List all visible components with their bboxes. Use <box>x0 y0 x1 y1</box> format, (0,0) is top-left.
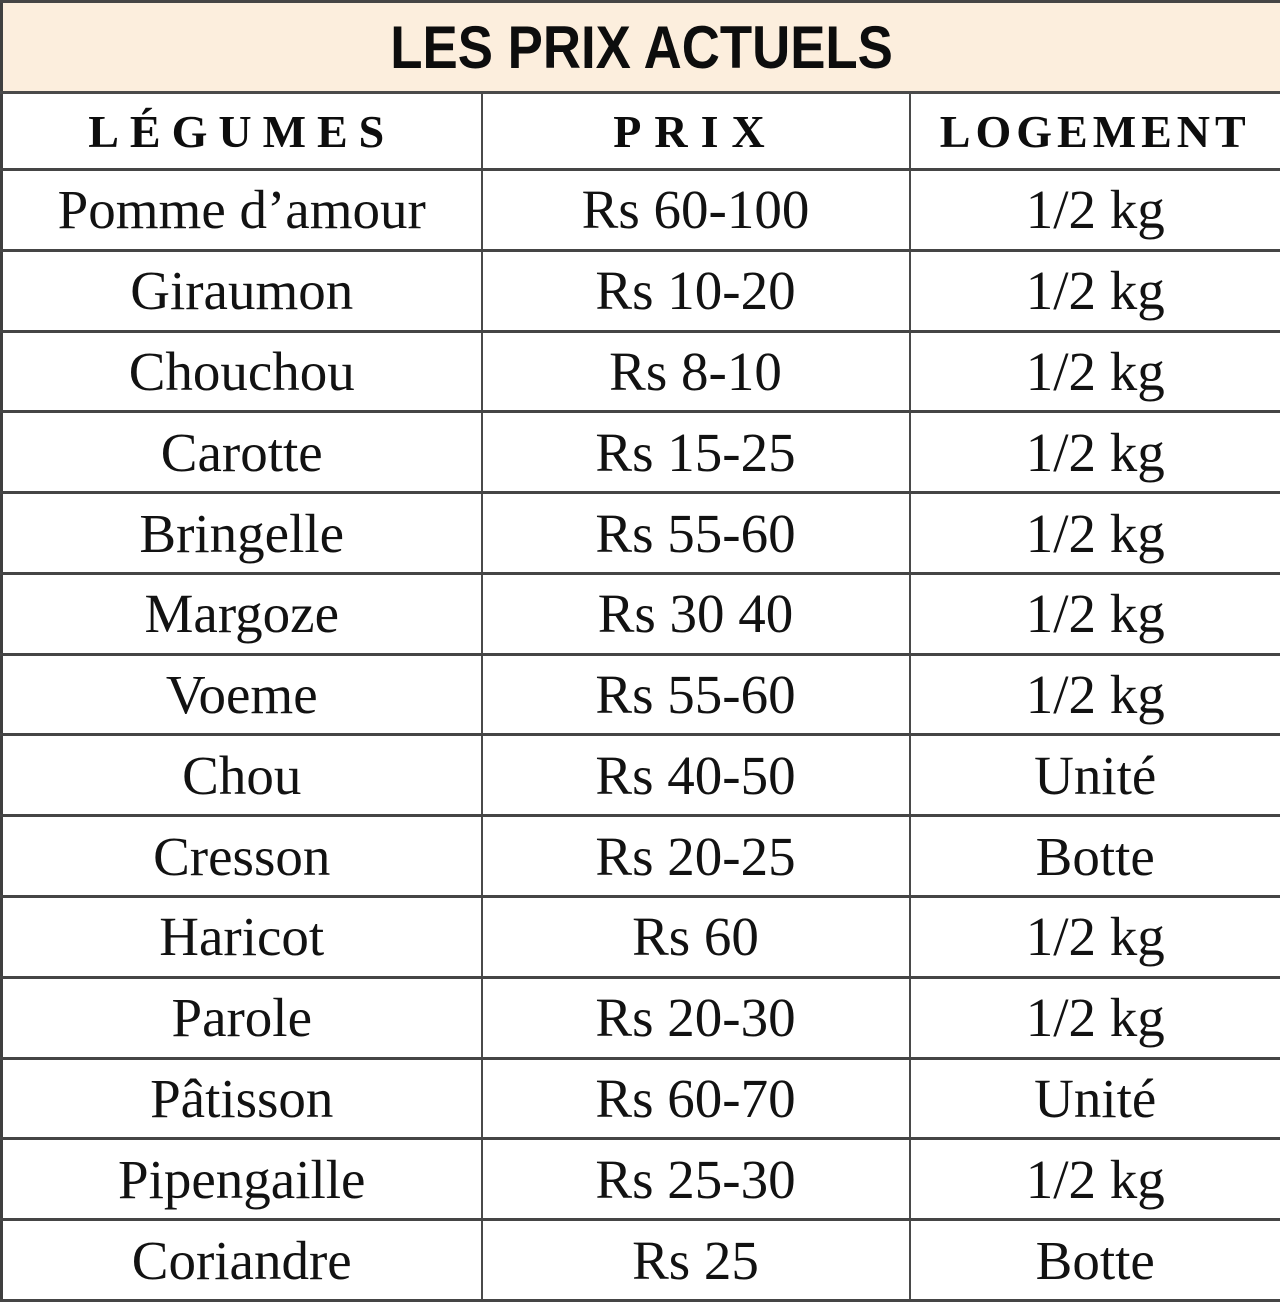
table-row <box>2 897 1280 978</box>
table-row <box>2 1220 1280 1301</box>
legume-cell: Chou <box>2 735 482 816</box>
prix-cell: Rs 60-70 <box>482 1058 910 1139</box>
legume-cell: Pâtisson <box>2 1058 482 1139</box>
table-row <box>2 250 1280 331</box>
logement-cell: Unité <box>910 1058 1280 1139</box>
table-row <box>2 735 1280 816</box>
legume-cell: Carotte <box>2 412 482 493</box>
legume-cell: Parole <box>2 977 482 1058</box>
prix-cell: Rs 40-50 <box>482 735 910 816</box>
table-row <box>2 573 1280 654</box>
legume-cell: Haricot <box>2 897 482 978</box>
prix-cell: Rs 60 <box>482 897 910 978</box>
legume-cell: Bringelle <box>2 493 482 574</box>
logement-cell: 1/2 kg <box>910 493 1280 574</box>
logement-cell: 1/2 kg <box>910 331 1280 412</box>
legume-cell: Margoze <box>2 573 482 654</box>
logement-cell: Botte <box>910 1220 1280 1301</box>
column-header-logement: LOGEMENT <box>910 93 1280 170</box>
prix-cell: Rs 20-25 <box>482 816 910 897</box>
table-body <box>2 170 1280 1301</box>
logement-cell: 1/2 kg <box>910 977 1280 1058</box>
prix-cell: Rs 30 40 <box>482 573 910 654</box>
prix-cell: Rs 25 <box>482 1220 910 1301</box>
logement-cell: 1/2 kg <box>910 573 1280 654</box>
table-row <box>2 654 1280 735</box>
prix-cell: Rs 20-30 <box>482 977 910 1058</box>
table-row <box>2 1058 1280 1139</box>
legume-cell: Pomme d’amour <box>2 170 482 251</box>
logement-cell: 1/2 kg <box>910 412 1280 493</box>
logement-cell: 1/2 kg <box>910 1139 1280 1220</box>
table-header-row <box>2 93 1280 170</box>
prix-cell: Rs 8-10 <box>482 331 910 412</box>
table-row <box>2 493 1280 574</box>
logement-cell: Unité <box>910 735 1280 816</box>
prix-cell: Rs 55-60 <box>482 493 910 574</box>
legume-cell: Chouchou <box>2 331 482 412</box>
table-row <box>2 977 1280 1058</box>
legume-cell: Coriandre <box>2 1220 482 1301</box>
table-row <box>2 331 1280 412</box>
prix-cell: Rs 25-30 <box>482 1139 910 1220</box>
legume-cell: Giraumon <box>2 250 482 331</box>
page-title: LES PRIX ACTUELS <box>390 13 893 81</box>
prix-cell: Rs 60-100 <box>482 170 910 251</box>
table-title-cell <box>2 2 1280 93</box>
prix-cell: Rs 55-60 <box>482 654 910 735</box>
table-row <box>2 412 1280 493</box>
prix-cell: Rs 15-25 <box>482 412 910 493</box>
column-header-prix: PRIX <box>482 93 910 170</box>
logement-cell: 1/2 kg <box>910 170 1280 251</box>
legume-cell: Voeme <box>2 654 482 735</box>
logement-cell: 1/2 kg <box>910 897 1280 978</box>
table-row <box>2 1139 1280 1220</box>
logement-cell: 1/2 kg <box>910 250 1280 331</box>
table-row <box>2 170 1280 251</box>
legume-cell: Cresson <box>2 816 482 897</box>
table-title-row <box>2 2 1280 93</box>
table-row <box>2 816 1280 897</box>
prix-cell: Rs 10-20 <box>482 250 910 331</box>
logement-cell: Botte <box>910 816 1280 897</box>
column-header-legumes: LÉGUMES <box>2 93 482 170</box>
legume-cell: Pipengaille <box>2 1139 482 1220</box>
logement-cell: 1/2 kg <box>910 654 1280 735</box>
